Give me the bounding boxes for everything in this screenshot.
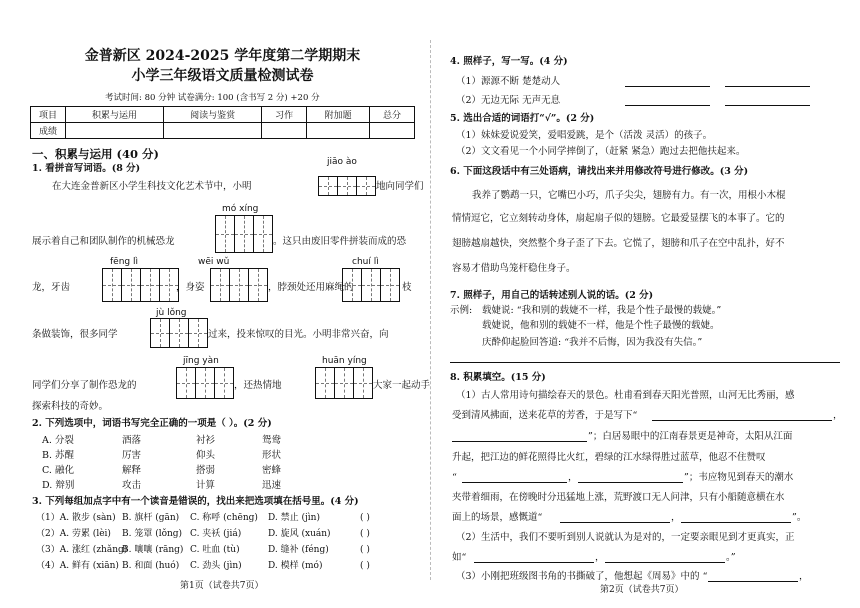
q1-line3d: 枝 [402,282,412,293]
q8-p6: 夹带着细雨，在傍晚时分迅猛地上涨，荒野渡口无人问津，只有小船随意横在水 [452,492,785,503]
q2-option-word: 迅速 [262,480,282,491]
q8-p10: （3）小刚把班级图书角的书撕破了，他想起《周易》中的 “ [456,571,708,582]
q7-example-label: 示例: [450,305,473,316]
q8-blank[interactable] [560,522,670,523]
q7-answer-line[interactable] [450,362,840,363]
answer-boxes-jingyan[interactable] [176,367,234,399]
footer-page1: 第1页（试卷共7页） [180,581,264,591]
q3-choice: B. 嚷嚷 (rāng) [122,545,184,555]
q8-blank[interactable] [462,482,567,483]
answer-boxes-fengli[interactable] [102,268,179,302]
q8-p1: （1）古人常用诗句描绘春天的景色。杜甫看到春天阳光普照，山河无比秀丽，感 [456,390,795,401]
q4-answer-line[interactable] [625,86,710,87]
q8-p3-end: ”；白居易眼中的江南春景更是神奇，太阳从江面 [588,431,793,442]
pinyin-chuili: chuí lì [352,257,379,267]
q8-p5-comma: ， [568,472,578,483]
q4-row1: （1）源源不断 楚楚动人 [456,76,561,87]
q2-option-word: 搭弱 [196,465,216,476]
q1-line2b: 。这只由废旧零件拼装而成的恐 [273,236,407,247]
q4-answer-line[interactable] [725,86,810,87]
q4-title: 4. 照样子，写一写。(4 分) [450,56,568,67]
score-table-header-row [31,107,415,123]
q2-option-word: 酒落 [122,435,142,446]
pinyin-weiwu: wēi wǔ [198,257,230,267]
q8-blank[interactable] [452,441,587,442]
q4-answer-line[interactable] [625,105,710,106]
footer-page2: 第2页（试卷共7页） [600,585,684,595]
q8-p2: 受到清风拂面，送来花草的芳香，于是写下“ [452,410,638,421]
q8-p5-end: ”；韦应物见到春天的潮水 [684,472,794,483]
pinyin-fengli: fēng lì [110,257,138,267]
q8-p7-end: ”。 [792,512,807,523]
q3-choice: D. 模样 (mó) [268,561,323,571]
q1-line5b: ，还热情地 [234,380,282,391]
q1-line5a: 同学们分享了制作恐龙的 [32,380,137,391]
score-cell[interactable] [164,123,262,139]
q6-title: 6. 下面这段话中有三处语病，请找出来并用修改符号进行修改。(3 分) [450,166,749,177]
q1-line4b: 过来，投来惊叹的目光。小明非常兴奋，向 [208,329,389,340]
q7-question: 庆酔仰起脸回答道: “我并不后悔，因为我没有失信。” [482,337,703,348]
answer-boxes-chuili[interactable] [342,268,400,302]
answer-boxes-jiaoao[interactable] [318,176,376,196]
q2-option-word: 仰头 [196,450,216,461]
q2-option-word: 解释 [122,465,142,476]
section1-title: 一、积累与运用 (40 分) [32,147,159,161]
score-header-item: 阅读与鉴赏 [164,107,262,123]
q5-title: 5. 选出合适的词语打“√”。(2 分) [450,113,595,124]
q1-line1b: 地向同学们 [376,181,424,192]
q8-blank[interactable] [708,581,798,582]
q8-p5-open: “ [452,472,457,483]
score-header-item: 积累与运用 [66,107,164,123]
q1-line6: 探索科技的奇妙。 [32,401,109,412]
q2-option-word[interactable]: B. 苏醒 [42,450,75,461]
q4-answer-line[interactable] [725,105,810,106]
q3-choice: （2）A. 劳累 (lèi) [36,529,111,539]
score-header-item: 附加题 [307,107,370,123]
q2-option-word: 密蜂 [262,465,282,476]
q2-option-word: 衬衫 [196,435,216,446]
q6-para2: 情情逗它，它立刻转动身体，扇起扇子似的翅膀。它最爱显摆飞的本事了。它的 [452,213,785,224]
q6-para3: 翅膀越扇越快，突然整个身子歪了下去。它慌了，翅膀和爪子在空中乱扑，好不 [452,238,785,249]
q5-row2: （2）文文看见一个小同学摔倒了，（赶紧 紧急）跑过去把他扶起来。 [456,146,746,157]
q1-line5c: 大家一起动手 [373,380,431,391]
q8-p9-comma: ， [595,552,605,563]
q2-option-word: 攻击 [122,480,142,491]
q2-option-word[interactable]: A. 分裂 [42,435,74,446]
score-row-label: 成绩 [31,123,66,139]
answer-boxes-weiwu[interactable] [210,268,268,302]
q3-choice: C. 称呼 (chēng) [190,513,258,523]
score-header-item: 项目 [31,107,66,123]
q1-line3c: ，脖颈处还用麻绳的 [268,282,354,293]
score-header-item: 总分 [370,107,415,123]
q1-line3a: 龙，牙齿 [32,282,71,293]
q6-para1: 我养了鹦鹉一只，它嘴巴小巧，爪子尖尖，翅膀有力。有一次，用根小木棍 [472,190,786,201]
q3-choice: D. 旋风 (xuán) [268,529,331,539]
q3-choice: C. 劲头 (jìn) [190,561,242,571]
answer-boxes-huanying[interactable] [315,367,373,399]
q2-title: 2. 下列选项中，词语书写完全正确的一项是（ ）。(2 分) [32,418,272,429]
q8-p10-comma: ， [799,571,809,582]
q3-choice: B. 笼罩 (lǒng) [122,529,183,539]
q6-para4: 容易才借助鸟笼杆稳住身子。 [452,263,576,274]
q3-answer-bracket[interactable]: ( ) [360,513,370,523]
q7-title: 7. 照样子，用自己的话转述别人说的话。(2 分) [450,290,654,301]
q3-choice: （3）A. 涨红 (zhǎng) [36,545,128,555]
exam-info: 考试时间: 80 分钟 试卷满分: 100 (含书写 2 分) +20 分 [105,93,320,103]
score-cell[interactable] [370,123,415,139]
q8-blank[interactable] [652,420,832,421]
q8-p2-end: ， [833,410,843,421]
q3-choice: B. 旗杆 (gān) [122,513,180,523]
q1-line3b: ，身姿 [176,282,205,293]
score-cell[interactable] [307,123,370,139]
q8-blank[interactable] [605,562,725,563]
q3-choice: C. 夹袄 (jiá) [190,529,242,539]
q8-p7-start: 面上的场景，感慨道“ [452,512,543,523]
pinyin-moxing: mó xíng [222,204,259,214]
q3-choice: （4）A. 鲜有 (xiān) [36,561,119,571]
q2-option-word: 形状 [262,450,282,461]
score-table [30,106,415,139]
q8-blank[interactable] [474,562,594,563]
q3-choice: D. 缝补 (féng) [268,545,329,555]
answer-boxes-julong[interactable] [150,318,208,348]
q4-row2: （2）无边无际 无声无息 [456,95,561,106]
q8-blank[interactable] [578,482,683,483]
q2-option-word: 厉害 [122,450,142,461]
q2-option-word[interactable]: C. 融化 [42,465,74,476]
pinyin-jiaoao: jiāo ào [327,157,357,167]
q3-choice: C. 吐血 (tù) [190,545,240,555]
q2-option-word: 计算 [196,480,216,491]
q8-blank[interactable] [681,522,791,523]
q8-title: 8. 积累填空。(15 分) [450,372,546,383]
q2-option-word: 鸳鸯 [262,435,282,446]
q8-p9-end: 。” [726,552,736,563]
q1-line1: 在大连金普新区小学生科技文化艺术节中，小明 [52,181,252,192]
q3-answer-bracket[interactable]: ( ) [360,545,370,555]
q2-option-word[interactable]: D. 辩别 [42,480,75,491]
pinyin-huanying: huān yíng [322,356,367,366]
score-cell[interactable] [66,123,164,139]
score-table-score-row [31,123,415,139]
q3-choice: B. 和面 (huó) [122,561,180,571]
exam-title-line1: 金普新区 2024-2025 学年度第二学期期末 [84,48,361,64]
score-cell[interactable] [262,123,307,139]
q1-line2: 展示着自己和团队制作的机械恐龙 [32,236,175,247]
score-header-item: 习作 [262,107,307,123]
q8-p9-start: 如“ [452,552,467,563]
q8-p4: 升起，把江边的鲜花照得比火红，碧绿的江水绿得胜过蓝草，他忍不住赞叹 [452,452,766,463]
q8-p7-comma: ， [671,512,681,523]
q7-example2: 载婕说，他和别的载婕不一样，他是个性子最慢的载婕。 [482,320,720,331]
exam-title-line2: 小学三年级语文质量检测试卷 [131,68,314,84]
q7-example1: 载婕说: “我和别的载婕不一样，我是个性子最慢的载婕。” [482,305,722,316]
q3-title: 3. 下列每组加点字中有一个读音是错误的，找出来把选项填在括号里。(4 分) [32,496,359,507]
page-divider [430,40,431,580]
q3-choice: D. 禁止 (jìn) [268,513,320,523]
q3-answer-bracket[interactable]: ( ) [360,561,370,571]
q1-line4a: 条做装饰，很多同学 [32,329,118,340]
pinyin-jingyan: jīng yàn [183,356,219,366]
q5-row1: （1）妹妹爱说爱笑，爱唱爱跳，是个（活泼 灵活）的孩子。 [456,130,713,141]
q3-answer-bracket[interactable]: ( ) [360,529,370,539]
answer-boxes-moxing[interactable] [215,215,273,253]
q3-choice: （1）A. 散步 (sàn) [36,513,116,523]
q8-p8: （2）生活中，我们不要听到别人说就认为是对的，一定要亲眼见到才更真实，正 [456,532,795,543]
q1-title: 1. 看拼音写词语。(8 分) [32,163,141,174]
pinyin-julong: jù lǒng [156,308,187,318]
